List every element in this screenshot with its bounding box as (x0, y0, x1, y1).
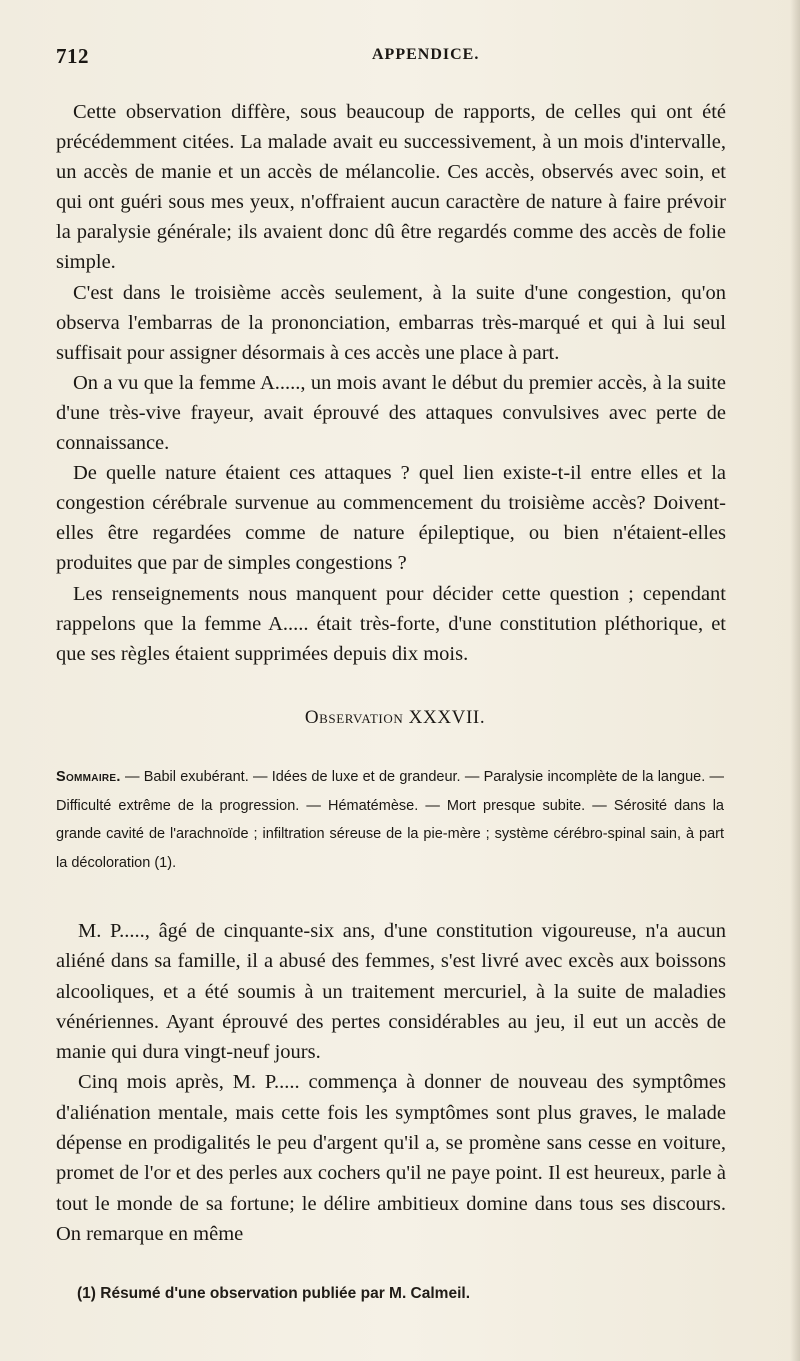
paragraph: M. P....., âgé de cinquante-six ans, d'une constitution vigoureuse, n'a aucun aliéné dans sa famille, il a abusé des femmes, s'est livré avec excès aux boissons alcooliques, et a été soumis à un traitement mercuriel, à la suite de maladies vénériennes. Ayant éprouvé des pertes considérables au jeu, il eut un accès de manie qui dura vingt-neuf jours. (56, 920, 726, 1064)
body-text-section-2 (56, 916, 726, 1249)
footnote: (1) Résumé d'une observation publiée par M. Calmeil. (77, 1285, 470, 1302)
observation-title-text: Observation XXXVII. (304, 707, 486, 728)
running-head: APPENDICE. (372, 46, 480, 63)
paragraph: On a vu que la femme A....., un mois avant le début du premier accès, à la suite d'une très-vive frayeur, avait éprouvé des attaques convulsives avec perte de connaissance. (56, 371, 726, 455)
paragraph: Les renseignements nous manquent pour décider cette question ; cependant rappelons que la femme A..... était très-forte, d'une constitution pléthorique, et que ses règles étaient supprimées depuis dix mois. (56, 582, 726, 665)
page-number: 712 (56, 44, 89, 68)
sommaire-lead: Sommaire. (56, 769, 121, 785)
sommaire-text: — Babil exubérant. — Idées de luxe et de grandeur. — Paralysie incomplète de la langue. — Difficulté extrême de la progression. — Hématémèse. — Mort presque subite. — Sérosité dans la grande cavité de l'arachnoïde ; infiltration séreuse de la pie-mère ; système cérébro-spinal sain, à part la décoloration (1). (56, 769, 725, 871)
body-text-section-1 (56, 97, 726, 669)
sommaire-block (56, 763, 724, 877)
paragraph: Cette observation diffère, sous beaucoup de rapports, de celles qui ont été précédemment citées. La malade avait eu successivement, à un mois d'intervalle, un accès de manie et un accès de mélancolie. Ces accès, observés avec soin, et qui ont guéri sous mes yeux, n'offraient aucun caractère de nature à faire prévoir la paralysie générale; ils avaient donc dû être regardés comme des accès de folie simple. (56, 101, 726, 274)
page-edge-shadow (790, 0, 800, 1361)
paragraph: De quelle nature étaient ces attaques ? quel lien existe-t-il entre elles et la congestion cérébrale survenue au commencement du troisième accès? Doivent-elles être regardées comme de nature épileptique, ou bien n'étaient-elles produites que par de simples congestions ? (56, 462, 726, 575)
paragraph: Cinq mois après, M. P..... commença à donner de nouveau des symptômes d'aliénation mentale, mais cette fois les symptômes sont plus graves, le malade dépense en prodigalités le peu d'argent qu'il a, se promène sans cesse en voiture, promet de l'or et des perles aux cochers qu'il ne paye point. Il est heureux, parle à tout le monde de sa fortune; le délire ambitieux domine dans tous ses discours. On remarque en même (56, 1071, 726, 1245)
page-header (56, 44, 726, 76)
observation-title (0, 707, 790, 729)
paragraph: C'est dans le troisième accès seulement, à la suite d'une congestion, qu'on observa l'embarras de la prononciation, embarras très-marqué et qui à lui seul suffisait pour assigner désormais à ces accès une place à part. (56, 281, 726, 364)
